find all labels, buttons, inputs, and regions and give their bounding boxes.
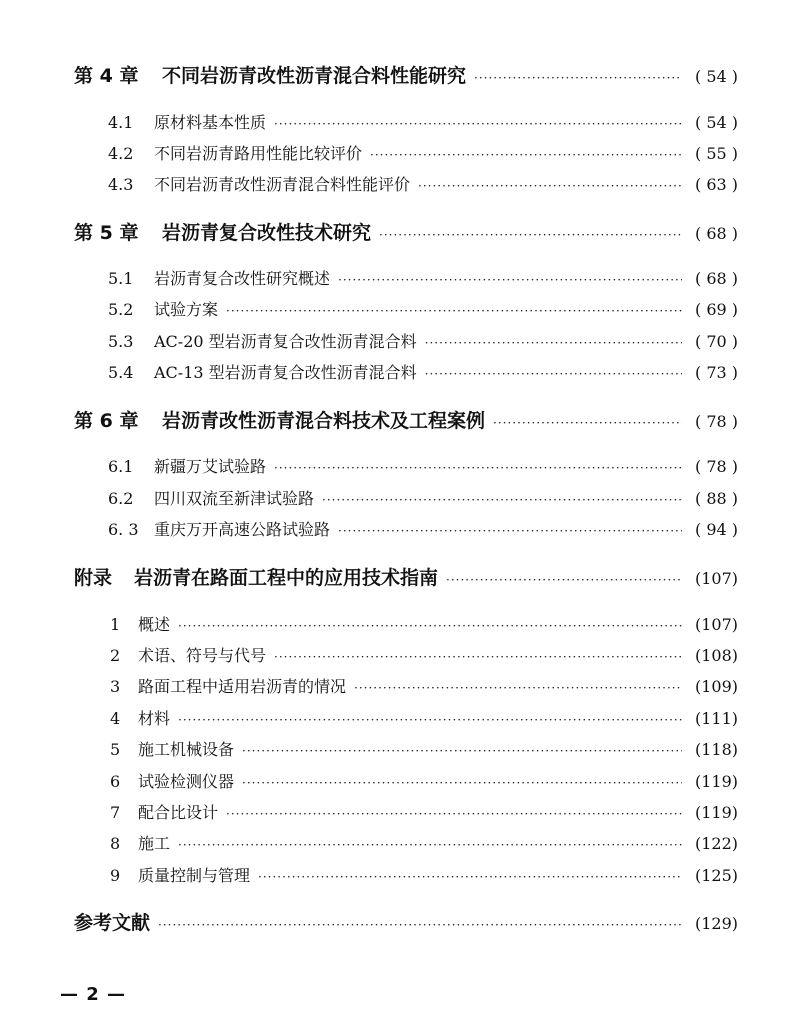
leader-dots [226, 799, 682, 829]
toc-appendix-item-6[interactable] [110, 767, 738, 797]
item-title: 质量控制与管理 [138, 866, 251, 885]
leader-dots [425, 328, 682, 358]
leader-dots [425, 359, 682, 389]
toc-appendix-item-9[interactable] [110, 861, 738, 891]
leader-dots [258, 862, 682, 892]
item-number: 4 [110, 709, 121, 728]
leader-dots [338, 265, 682, 295]
page-number: ( 55 ) [694, 144, 738, 163]
page-number: ( 69 ) [694, 300, 738, 319]
toc-section-5-4[interactable] [108, 358, 738, 388]
item-title: 施工 [138, 834, 171, 853]
chapter-number: 第 6 章 [74, 410, 139, 432]
item-title: 路面工程中适用岩沥青的情况 [138, 677, 347, 696]
toc-section-6-2[interactable] [108, 484, 738, 514]
page-marker: — 2 — [60, 984, 127, 1005]
page-number: (119) [694, 772, 738, 791]
leader-dots [274, 642, 682, 672]
item-number: 1 [110, 615, 121, 634]
section-title: 新疆万艾试验路 [154, 457, 267, 476]
toc-section-5-2[interactable] [108, 295, 738, 325]
leader-dots [418, 171, 682, 201]
chapter-title: 岩沥青复合改性技术研究 [162, 222, 372, 244]
section-title: 四川双流至新津试验路 [154, 489, 315, 508]
section-number: 6. 3 [108, 520, 139, 539]
item-number: 6 [110, 772, 121, 791]
section-title: AC-20 型岩沥青复合改性沥青混合料 [154, 332, 417, 351]
page-number: ( 78 ) [694, 457, 738, 476]
toc-section-6-1[interactable] [108, 452, 738, 482]
chapter-title: 不同岩沥青改性沥青混合料性能研究 [162, 65, 467, 87]
toc-section-5-1[interactable] [108, 264, 738, 294]
section-title: 不同岩沥青路用性能比较评价 [154, 144, 363, 163]
leader-dots [370, 140, 682, 170]
item-number: 5 [110, 740, 121, 759]
page-number: ( 78 ) [694, 412, 738, 431]
toc-section-4-2[interactable] [108, 139, 738, 169]
toc-appendix-item-2[interactable] [110, 641, 738, 671]
item-title: 配合比设计 [138, 803, 219, 822]
section-title: 试验方案 [154, 300, 219, 319]
leader-dots [379, 220, 682, 250]
chapter-title: 岩沥青改性沥青混合料技术及工程案例 [162, 410, 486, 432]
references-title: 参考文献 [74, 912, 151, 934]
section-number: 5.3 [108, 332, 134, 351]
leader-dots [178, 705, 682, 735]
leader-dots [338, 516, 682, 546]
page-number: ( 68 ) [694, 269, 738, 288]
item-title: 术语、符号与代号 [138, 646, 267, 665]
section-title: AC-13 型岩沥青复合改性沥青混合料 [154, 363, 417, 382]
toc-appendix-item-5[interactable] [110, 735, 738, 765]
section-title: 不同岩沥青改性沥青混合料性能评价 [154, 175, 411, 194]
item-number: 3 [110, 677, 121, 696]
toc-section-4-1[interactable] [108, 108, 738, 138]
section-number: 5.1 [108, 269, 134, 288]
section-title: 岩沥青复合改性研究概述 [154, 269, 331, 288]
page-number: ( 63 ) [694, 175, 738, 194]
page-number: (108) [694, 646, 738, 665]
chapter-number: 第 5 章 [74, 222, 139, 244]
item-title: 材料 [138, 709, 171, 728]
page-number: ( 54 ) [694, 113, 738, 132]
leader-dots [226, 296, 682, 326]
page-number: (107) [694, 569, 738, 588]
leader-dots [178, 611, 682, 641]
toc-chapter-6[interactable] [74, 406, 738, 436]
leader-dots [474, 63, 682, 93]
toc-chapter-4[interactable] [74, 61, 738, 91]
section-number: 6.2 [108, 489, 134, 508]
appendix-label: 附录 [74, 567, 113, 589]
section-number: 4.2 [108, 144, 134, 163]
section-title: 重庆万开高速公路试验路 [154, 520, 331, 539]
leader-dots [242, 736, 682, 766]
leader-dots [274, 453, 682, 483]
leader-dots [178, 830, 682, 860]
leader-dots [242, 768, 682, 798]
item-title: 试验检测仪器 [138, 772, 235, 791]
page-number: ( 94 ) [694, 520, 738, 539]
leader-dots [322, 485, 682, 515]
item-number: 8 [110, 834, 121, 853]
item-number: 2 [110, 646, 121, 665]
page-number: (107) [694, 615, 738, 634]
leader-dots [446, 565, 682, 595]
item-number: 7 [110, 803, 121, 822]
toc-appendix-item-8[interactable] [110, 829, 738, 859]
page-number: (119) [694, 803, 738, 822]
toc-appendix-item-7[interactable] [110, 798, 738, 828]
section-number: 6.1 [108, 457, 134, 476]
page-number: ( 68 ) [694, 224, 738, 243]
appendix-title: 岩沥青在路面工程中的应用技术指南 [134, 567, 439, 589]
toc-references[interactable] [74, 908, 738, 938]
toc-appendix-item-4[interactable] [110, 704, 738, 734]
leader-dots [493, 408, 682, 438]
page-number: ( 70 ) [694, 332, 738, 351]
toc-chapter-5[interactable] [74, 218, 738, 248]
item-title: 概述 [138, 615, 171, 634]
page-number: (122) [694, 834, 738, 853]
page-number: (118) [694, 740, 738, 759]
leader-dots [274, 109, 682, 139]
chapter-number: 第 4 章 [74, 65, 139, 87]
page-number: (129) [694, 914, 738, 933]
page-number: ( 73 ) [694, 363, 738, 382]
page-number: (111) [694, 709, 738, 728]
item-number: 9 [110, 866, 121, 885]
toc-appendix-item-3[interactable] [110, 672, 738, 702]
section-number: 4.1 [108, 113, 134, 132]
toc-section-4-3[interactable] [108, 170, 738, 200]
toc-section-6-3[interactable] [108, 515, 738, 545]
page-number: ( 54 ) [694, 67, 738, 86]
section-number: 4.3 [108, 175, 134, 194]
toc-appendix-item-1[interactable] [110, 610, 738, 640]
toc-section-5-3[interactable] [108, 327, 738, 357]
leader-dots [354, 673, 682, 703]
page-number: (125) [694, 866, 738, 885]
section-number: 5.4 [108, 363, 134, 382]
page-number: (109) [694, 677, 738, 696]
page-number: ( 88 ) [694, 489, 738, 508]
section-title: 原材料基本性质 [154, 113, 267, 132]
leader-dots [158, 910, 682, 940]
section-number: 5.2 [108, 300, 134, 319]
toc-appendix[interactable] [74, 563, 738, 593]
item-title: 施工机械设备 [138, 740, 235, 759]
